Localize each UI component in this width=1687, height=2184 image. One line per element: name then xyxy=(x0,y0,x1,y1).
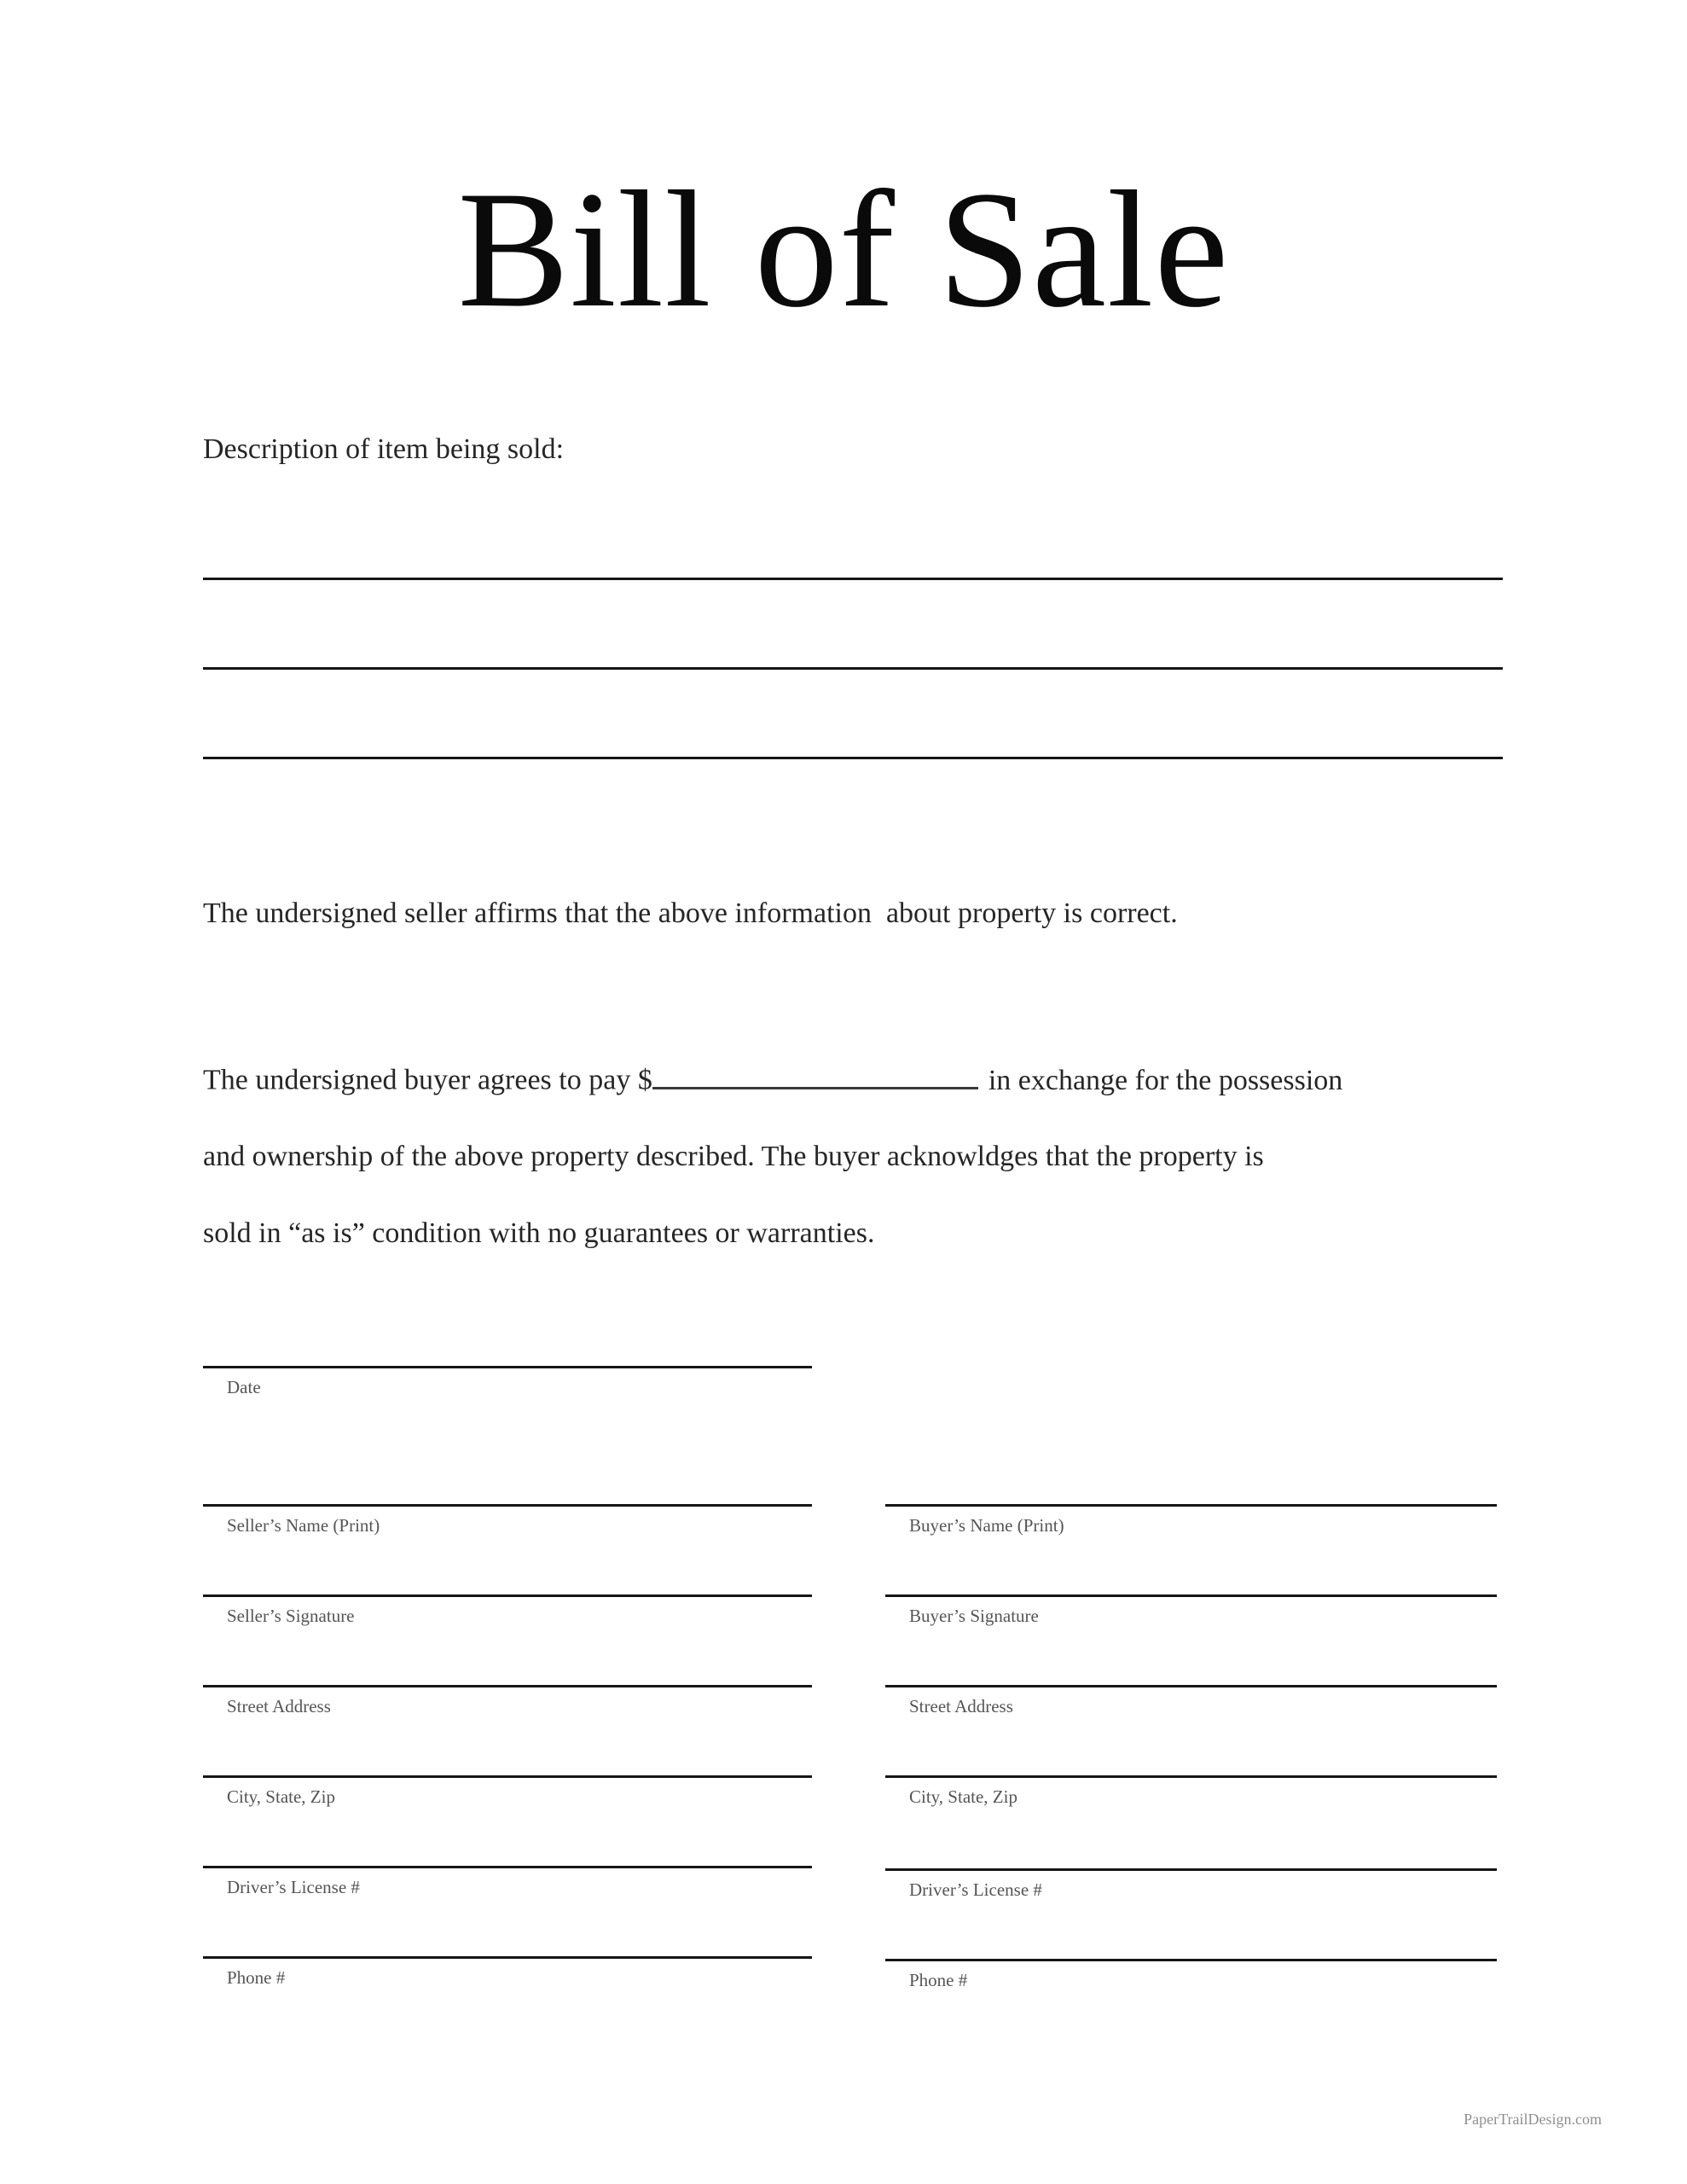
seller-phone-line[interactable] xyxy=(203,1956,812,1959)
seller-city-state-zip-label: City, State, Zip xyxy=(227,1786,335,1807)
buyer-street-address-line[interactable] xyxy=(885,1685,1497,1687)
seller-name-label: Seller’s Name (Print) xyxy=(227,1515,380,1536)
seller-phone-label: Phone # xyxy=(227,1967,286,1988)
buyer-signature-label: Buyer’s Signature xyxy=(909,1606,1039,1626)
seller-street-address-field xyxy=(203,1685,812,1716)
seller-city-state-zip-line[interactable] xyxy=(203,1775,812,1778)
buyer-city-state-zip-label: City, State, Zip xyxy=(909,1786,1017,1807)
seller-drivers-license-field xyxy=(203,1866,812,1897)
seller-signature-line[interactable] xyxy=(203,1594,812,1597)
buyer-phone-label: Phone # xyxy=(909,1970,968,1990)
buyer-phone-line[interactable] xyxy=(885,1959,1497,1961)
buyer-statement-before-amount: The undersigned buyer agrees to pay $ xyxy=(203,1064,652,1096)
buyer-name-field xyxy=(885,1504,1497,1536)
buyer-statement-after-amount: in exchange for the possession xyxy=(988,1064,1343,1096)
seller-name-line[interactable] xyxy=(203,1504,812,1507)
seller-street-address-line[interactable] xyxy=(203,1685,812,1687)
buyer-phone-field xyxy=(885,1959,1497,1990)
date-field xyxy=(203,1366,812,1397)
amount-blank-line[interactable] xyxy=(652,1060,978,1089)
buyer-name-label: Buyer’s Name (Print) xyxy=(909,1515,1064,1536)
description-blank-line-3[interactable] xyxy=(203,757,1503,759)
buyer-statement-line-3: sold in “as is” condition with no guarantees or warranties. xyxy=(203,1217,875,1249)
seller-statement: The undersigned seller affirms that the above information about property is correct. xyxy=(203,897,1178,929)
seller-phone-field xyxy=(203,1956,812,1988)
buyer-street-address-field xyxy=(885,1685,1497,1716)
description-blank-line-2[interactable] xyxy=(203,667,1503,670)
buyer-name-line[interactable] xyxy=(885,1504,1497,1507)
seller-name-field xyxy=(203,1504,812,1536)
buyer-statement-line-1 xyxy=(203,1060,1636,1098)
buyer-signature-line[interactable] xyxy=(885,1594,1497,1597)
page-title: Bill of Sale xyxy=(457,157,1230,342)
buyer-city-state-zip-line[interactable] xyxy=(885,1775,1497,1778)
buyer-signature-field xyxy=(885,1594,1497,1626)
date-line[interactable] xyxy=(203,1366,812,1368)
seller-signature-label: Seller’s Signature xyxy=(227,1606,355,1626)
description-label: Description of item being sold: xyxy=(203,433,565,465)
buyer-drivers-license-field xyxy=(885,1868,1497,1900)
seller-drivers-license-line[interactable] xyxy=(203,1866,812,1868)
seller-city-state-zip-field xyxy=(203,1775,812,1807)
seller-street-address-label: Street Address xyxy=(227,1696,331,1716)
seller-signature-field xyxy=(203,1594,812,1626)
date-label: Date xyxy=(227,1377,261,1397)
buyer-statement-line-2: and ownership of the above property described. The buyer acknowldges that the property is xyxy=(203,1141,1264,1172)
seller-drivers-license-label: Driver’s License # xyxy=(227,1877,360,1897)
description-blank-line-1[interactable] xyxy=(203,578,1503,580)
buyer-drivers-license-label: Driver’s License # xyxy=(909,1879,1042,1900)
buyer-street-address-label: Street Address xyxy=(909,1696,1013,1716)
footer-credit: PaperTrailDesign.com xyxy=(1464,2111,1602,2128)
buyer-drivers-license-line[interactable] xyxy=(885,1868,1497,1871)
buyer-city-state-zip-field xyxy=(885,1775,1497,1807)
